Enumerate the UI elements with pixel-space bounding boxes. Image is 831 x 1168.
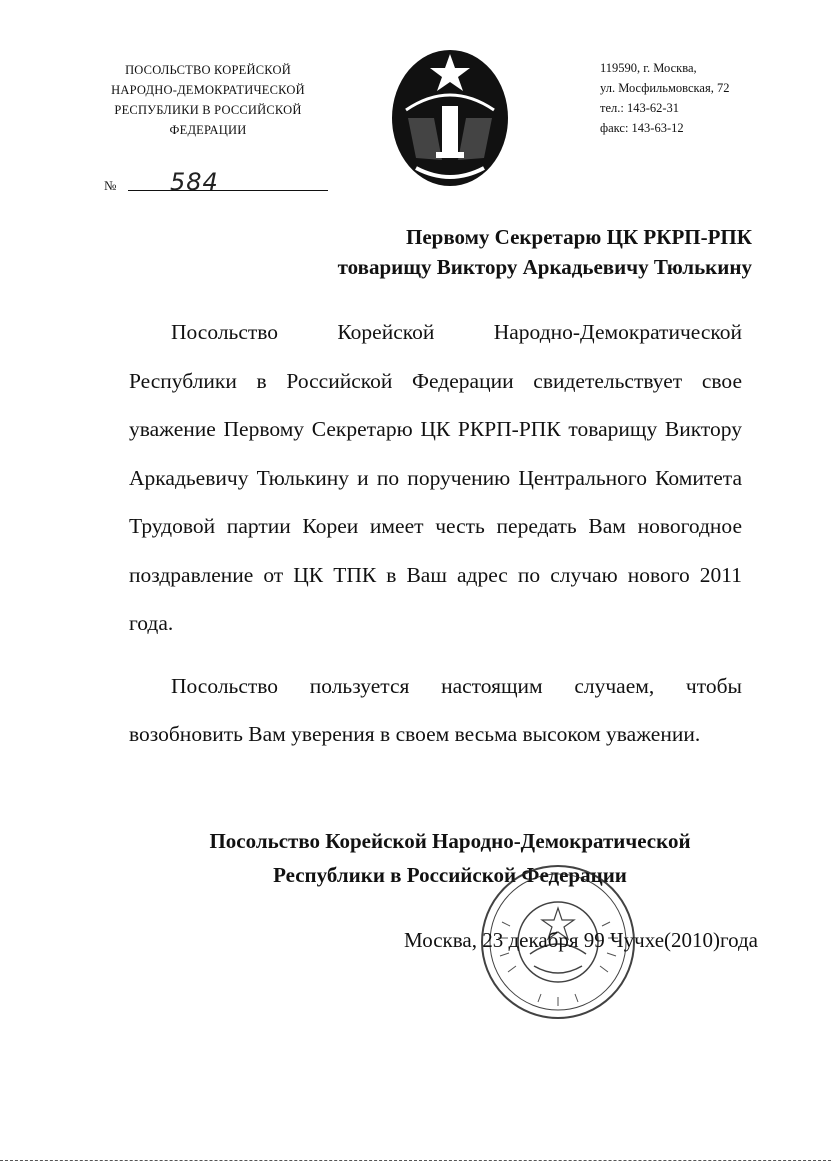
letterhead-line: ПОСОЛЬСТВО КОРЕЙСКОЙ <box>125 63 291 77</box>
signature-line-1: Посольство Корейской Народно-Демократической <box>209 829 691 853</box>
letterhead-line: НАРОДНО-ДЕМОКРАТИЧЕСКОЙ <box>111 83 305 97</box>
body-paragraph-1: Посольство Корейской Народно-Демократической Республики в Российской Федерации свидетельствует свое уважение Первому Секретарю ЦК РКРП-РПК товарищу Виктору Аркадьевичу Тюлькину и по поручению Центрального Комитета Трудовой партии Кореи имеет честь передать Вам новогодное поздравление от ЦК ТПК в Ваш адрес по случаю нового 2011 года. <box>129 320 742 635</box>
address-line: ул. Мосфильмовская, 72 <box>600 81 730 95</box>
embassy-address <box>600 58 800 138</box>
embassy-letterhead <box>88 60 328 140</box>
letterhead-line: ФЕДЕРАЦИИ <box>169 123 247 137</box>
addressee-block <box>132 222 752 282</box>
signature-block <box>150 824 750 892</box>
date-line: Москва, 23 декабря 99 Чучхе(2010)года <box>404 928 758 952</box>
address-line: факс: 143-63-12 <box>600 121 684 135</box>
number-value: 584 <box>170 168 219 196</box>
addressee-line-2: товарищу Виктору Аркадьевичу Тюлькину <box>337 255 752 279</box>
document-number <box>104 168 334 196</box>
address-line: тел.: 143-62-31 <box>600 101 680 115</box>
number-label: № <box>104 178 117 193</box>
signature-line-2: Республики в Российской Федерации <box>273 863 627 887</box>
letterhead-line: РЕСПУБЛИКИ В РОССИЙСКОЙ <box>114 103 302 117</box>
number-underline <box>128 190 328 191</box>
address-line: 119590, г. Москва, <box>600 61 697 75</box>
state-emblem-icon <box>386 40 514 190</box>
scan-edge-divider <box>0 1160 831 1163</box>
addressee-line-1: Первому Секретарю ЦК РКРП-РПК <box>406 225 752 249</box>
letter-body <box>129 308 742 759</box>
body-paragraph-2: Посольство пользуется настоящим случаем, чтобы возобновить Вам уверения в своем весьма высоком уважении. <box>129 673 742 746</box>
